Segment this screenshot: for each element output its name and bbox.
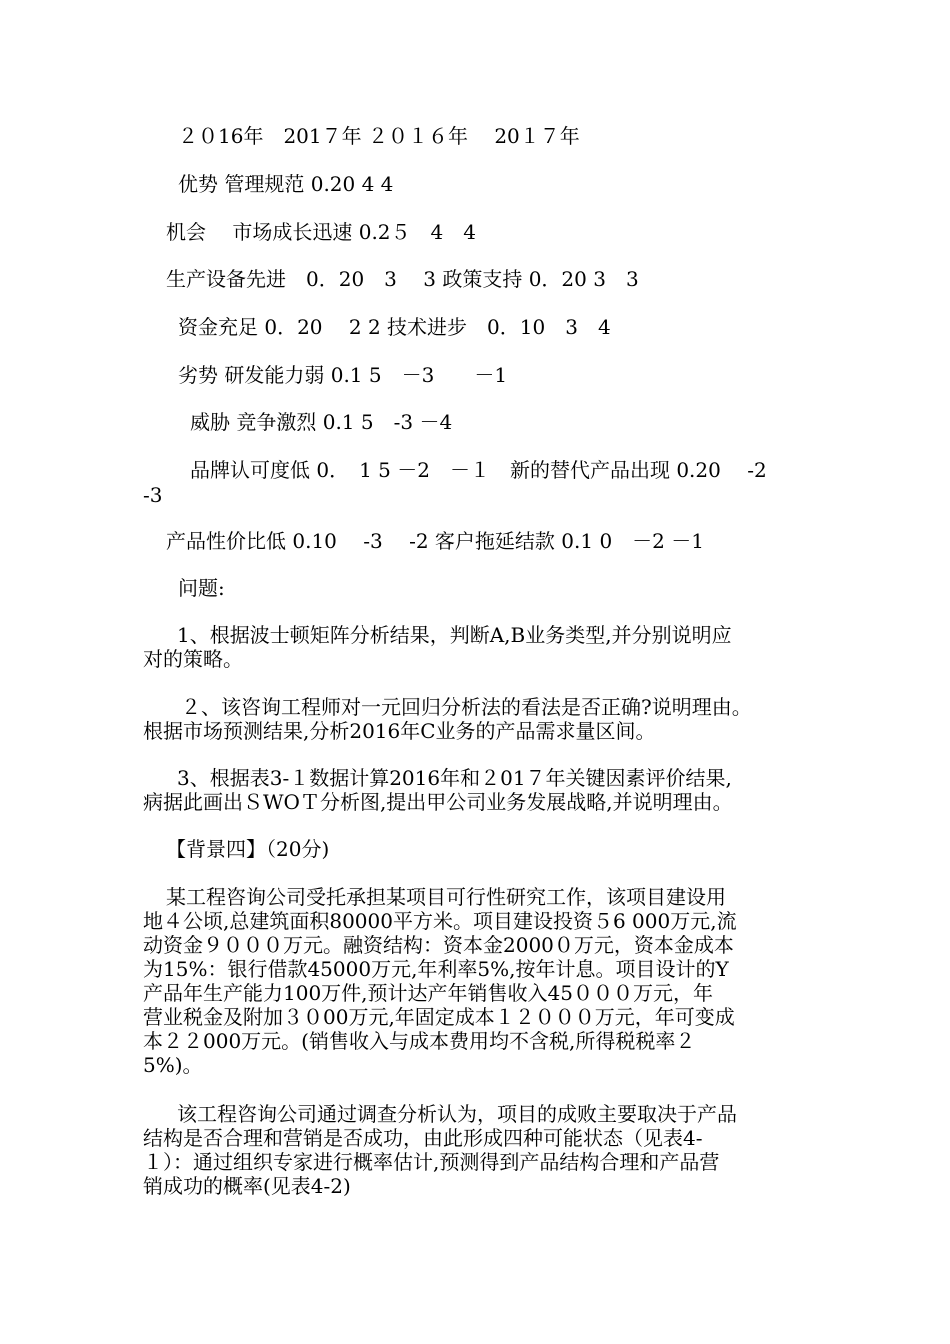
background-4-paragraph-1: [143, 885, 808, 1077]
question-heading: 问题:: [178, 576, 225, 600]
background-4-paragraph-2: [143, 1102, 808, 1198]
table-row-weakness-rd: 劣势 研发能力弱 0.1 5 －3 －1: [178, 363, 508, 387]
question-2-line-1: ２、该咨询工程师对一元回归分析法的看法是否正确?说明理由。: [181, 695, 752, 719]
question-2-line-2: 根据市场预测结果,分析2016年C业务的产品需求量区间。: [143, 719, 656, 743]
table-row-price-payment: 产品性价比低 0.10 -3 -2 客户拖延结款 0.1 0 －2 －1: [166, 529, 704, 553]
bg4-p1-line-8: 5%)。: [143, 1053, 203, 1077]
bg4-p2-line-3: １）：通过组织专家进行概率估计,预测得到产品结构合理和产品营: [143, 1150, 720, 1174]
question-2: [143, 695, 808, 743]
question-3-line-2: 病据此画出ＳWOＴ分析图,提出甲公司业务发展战略,并说明理由。: [143, 790, 733, 814]
question-1-line-2: 对的策略。: [143, 647, 243, 671]
table-row-capital-technology: 资金充足 0．20 2 2 技术进步 0．10 3 4: [178, 315, 611, 339]
section-title-background-4: 【背景四】（20分): [166, 837, 330, 861]
bg4-p2-line-4: 销成功的概率(见表4-2): [143, 1174, 351, 1198]
table-row-opportunity-market: 机会 市场成长迅速 0.2５ 4 4: [166, 220, 476, 244]
bg4-p1-line-2: 地４公顷,总建筑面积80000平方米。项目建设投资５6 000万元,流: [143, 909, 737, 933]
question-3-line-1: 3、根据表3-１数据计算2016年和２01７年关键因素评价结果,: [177, 766, 732, 790]
question-1: [143, 623, 808, 671]
table-row-threat-competition: 威胁 竞争激烈 0.1 5 -3 －4: [190, 410, 453, 434]
bg4-p2-line-1: 该工程咨询公司通过调查分析认为，项目的成败主要取决于产品: [177, 1102, 737, 1126]
bg4-p1-line-4: 为15%：银行借款45000万元,年利率5%,按年计息。项目设计的Y: [143, 957, 729, 981]
table-header-years: ２０16年 201７年 ２０１６年 20１７年: [178, 124, 580, 148]
bg4-p1-line-3: 动资金９０００万元。融资结构：资本金2000０万元，资本金成本: [143, 933, 734, 957]
question-1-line-1: 1、根据波士顿矩阵分析结果，判断A,B业务类型,并分别说明应: [177, 623, 732, 647]
bg4-p1-line-6: 营业税金及附加３０00万元,年固定成本１２０００万元，年可变成: [143, 1005, 735, 1029]
table-row-strength-management: 优势 管理规范 0.20 4 4: [178, 172, 394, 196]
bg4-p1-line-7: 本２２000万元。(销售收入与成本费用均不含税,所得税税率２: [143, 1029, 696, 1053]
bg4-p1-line-1: 某工程咨询公司受托承担某项目可行性研究工作，该项目建设用: [166, 885, 726, 909]
bg4-p2-line-2: 结构是否合理和营销是否成功，由此形成四种可能状态（见表4-: [143, 1126, 703, 1150]
bg4-p1-line-5: 产品年生产能力100万件,预计达产年销售收入45０００万元，年: [143, 981, 713, 1005]
table-row-equipment-policy: 生产设备先进 0．20 3 3 政策支持 0．20 3 3: [166, 267, 639, 291]
table-row-brand-substitute-wrap: -3: [143, 483, 163, 507]
question-3: [143, 766, 808, 814]
table-row-brand-substitute: 品牌认可度低 0． 1 5 －2 －１ 新的替代产品出现 0.20 -2: [190, 458, 767, 482]
